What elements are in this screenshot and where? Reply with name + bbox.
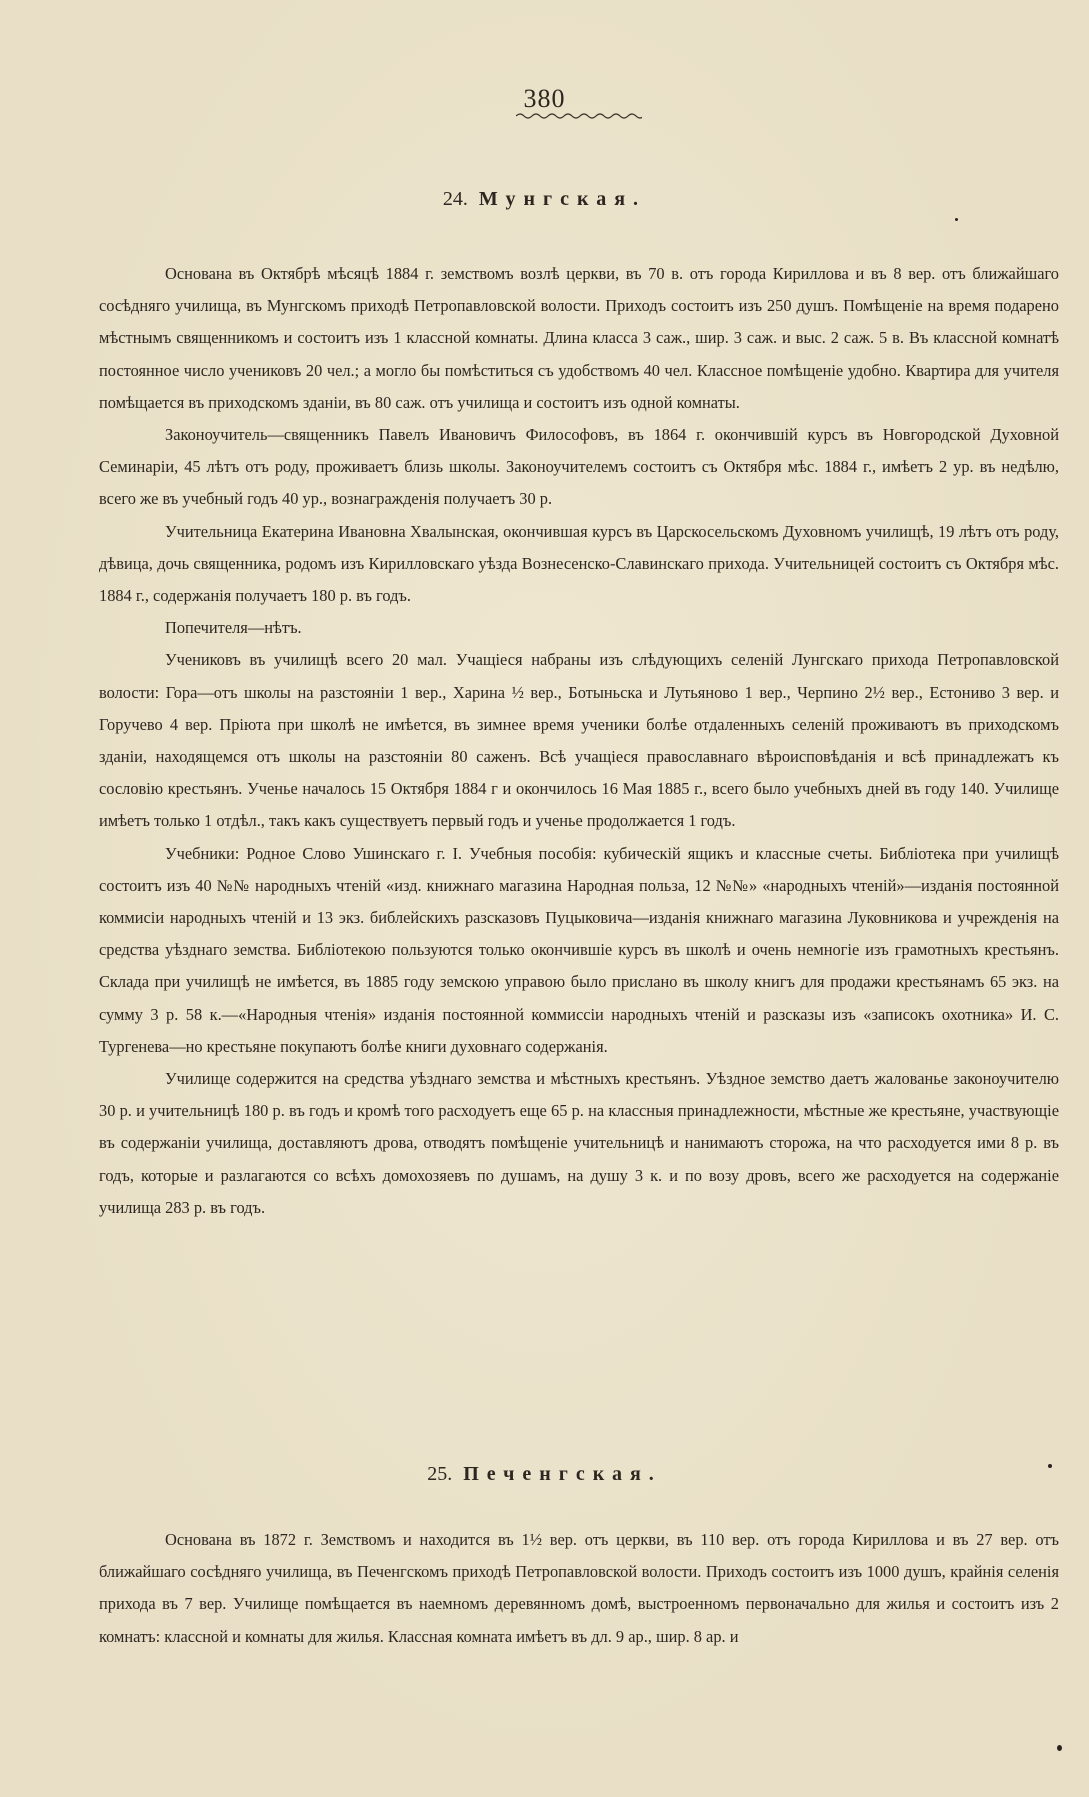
paragraph: Учительница Екатерина Ивановна Хвалынская, окончившая курсъ въ Царскосельскомъ Духовномъ училищѣ, 19 лѣтъ отъ роду, дѣвица, дочь священника, родомъ изъ Кирилловскаго уѣзда Вознесенско-Славинскаго прихода. Учительницей состоитъ съ Октября мѣс. 1884 г., содержанія получаетъ 180 р. въ годъ. — [99, 521, 1059, 606]
paragraph: Основана въ Октябрѣ мѣсяцѣ 1884 г. земствомъ возлѣ церкви, въ 70 в. отъ города Кириллова и въ 8 вер. отъ ближайшаго сосѣдняго училища, въ Мунгскомъ приходѣ Петропавловской волости. Приходъ состоитъ изъ 250 душъ. Помѣщеніе на время подарено мѣстнымъ священникомъ и состоитъ изъ 1 классной комнаты. Длина класса 3 саж., шир. 3 саж. и выс. 2 саж. 5 в. Въ классной комнатѣ постоянное число учениковъ 20 чел.; а могло бы помѣститься съ удобствомъ 40 чел. Классное помѣщеніе удобно. Квартира для учителя помѣщается въ приходскомъ зданіи, въ 80 саж. отъ училища и состоитъ изъ одной комнаты. — [99, 264, 1059, 412]
section-heading-25 — [0, 1463, 1089, 1486]
scan-speck — [955, 218, 958, 221]
section-heading-24 — [0, 188, 1089, 211]
paragraph: Законоучитель—священникъ Павелъ Ивановичъ Философовъ, въ 1864 г. окончившій курсъ въ Новгородской Духовной Семинаріи, 45 лѣтъ отъ роду, проживаетъ близь школы. Законоучителемъ состоитъ съ Октября мѣс. 1884 г., имѣетъ 2 ур. въ недѣлю, всего же въ учебный годъ 40 ур., вознагражденія получаетъ 30 р. — [99, 425, 1059, 509]
paragraph: Училище содержится на средства уѣзднаго земства и мѣстныхъ крестьянъ. Уѣздное земство даетъ жалованье законоучителю 30 р. и учительницѣ 180 р. въ годъ и кромѣ того расходуетъ еще 65 р. на классныя принадлежности, мѣстные же крестьяне, участвующіе въ содержаніи училища, доставляютъ дрова, отводятъ помѣщеніе учительницѣ и нанимаютъ сторожа, на что расходуется ими 8 р. въ годъ, которые и разлагаются со всѣхъ домохозяевъ по душамъ, на душу 3 к. и по возу дровъ, всего же расходуется на содержаніе училища 283 р. въ годъ. — [99, 1069, 1059, 1217]
section-title: Печенгская. — [463, 1463, 662, 1485]
section-24-body — [99, 258, 1059, 1224]
section-number: 24. — [442, 188, 468, 210]
section-number: 25. — [427, 1463, 453, 1485]
wavy-rule-ornament — [516, 112, 642, 120]
scan-speck — [1048, 1464, 1052, 1468]
paragraph: Учебники: Родное Слово Ушинскаго г. I. Учебныя пособія: кубическій ящикъ и классные счеты. Библіотека при училищѣ состоитъ изъ 40 №№ народныхъ чтеній «изд. книжнаго магазина Народная польза, 12 №№» «народныхъ чтеній»—изданія постоянной коммисіи народныхъ чтеній и 13 экз. библейскихъ разсказовъ Пуцыковича—изданія книжнаго магазина Луковникова и учрежденія на средства уѣзднаго земства. Библіотекою пользуются только окончившіе курсъ въ школѣ и очень немногіе изъ грамотныхъ крестьянъ. Склада при училищѣ не имѣется, въ 1885 году земскою управою было прислано въ школу книгъ для продажи крестьянамъ 65 экз. на сумму 3 р. 58 к.—«Народныя чтенія» изданія постоянной коммиссіи народныхъ чтеній и разсказы изъ «записокъ охотника» И. С. Тургенева—но крестьяне покупаютъ болѣе книги духовнаго содержанія. — [99, 843, 1059, 1056]
page-number: 380 — [523, 84, 566, 113]
section-title: Мунгская. — [478, 188, 647, 210]
paragraph: Попечителя—нѣтъ. — [165, 618, 302, 638]
scan-speck — [1057, 1745, 1062, 1751]
section-25-body — [99, 1524, 1059, 1653]
paragraph: Основана въ 1872 г. Земствомъ и находится въ 1½ вер. отъ церкви, въ 110 вер. отъ города Кириллова и въ 27 вер. отъ ближайшаго сосѣдняго училища, въ Печенгскомъ приходѣ Петропавловской волости. Приходъ состоитъ изъ 1000 душъ, крайнія селенія прихода въ 7 вер. Училище помѣщается въ наемномъ деревянномъ домѣ, выстроенномъ первоначально для жилья и состоитъ изъ 2 комнатъ: классной и комнаты для жилья. Классная комната имѣетъ въ дл. 9 ар., шир. 8 ар. и — [99, 1530, 1059, 1646]
paragraph: Учениковъ въ училищѣ всего 20 мал. Учащіеся набраны изъ слѣдующихъ селеній Лунгскаго прихода Петропавловской волости: Гора—отъ школы на разстояніи 1 вер., Харина ½ вер., Ботыньска и Лутьяново 1 вер., Черпино 2½ вер., Естониво 3 вер. и Горучево 4 вер. Пріюта при школѣ не имѣется, въ зимнее время ученики болѣе отдаленныхъ селеній проживаютъ въ приходскомъ зданіи, находящемся отъ школы на разстояніи 80 саженъ. Всѣ учащіеся православнаго вѣроисповѣданія и всѣ принадлежатъ къ сословію крестьянъ. Ученье началось 15 Октября 1884 г и окончилось 16 Мая 1885 г., всего было учебныхъ дней въ году 140. Училище имѣетъ только 1 отдѣл., такъ какъ существуетъ первый годъ и ученье продолжается 1 годъ. — [99, 650, 1059, 831]
